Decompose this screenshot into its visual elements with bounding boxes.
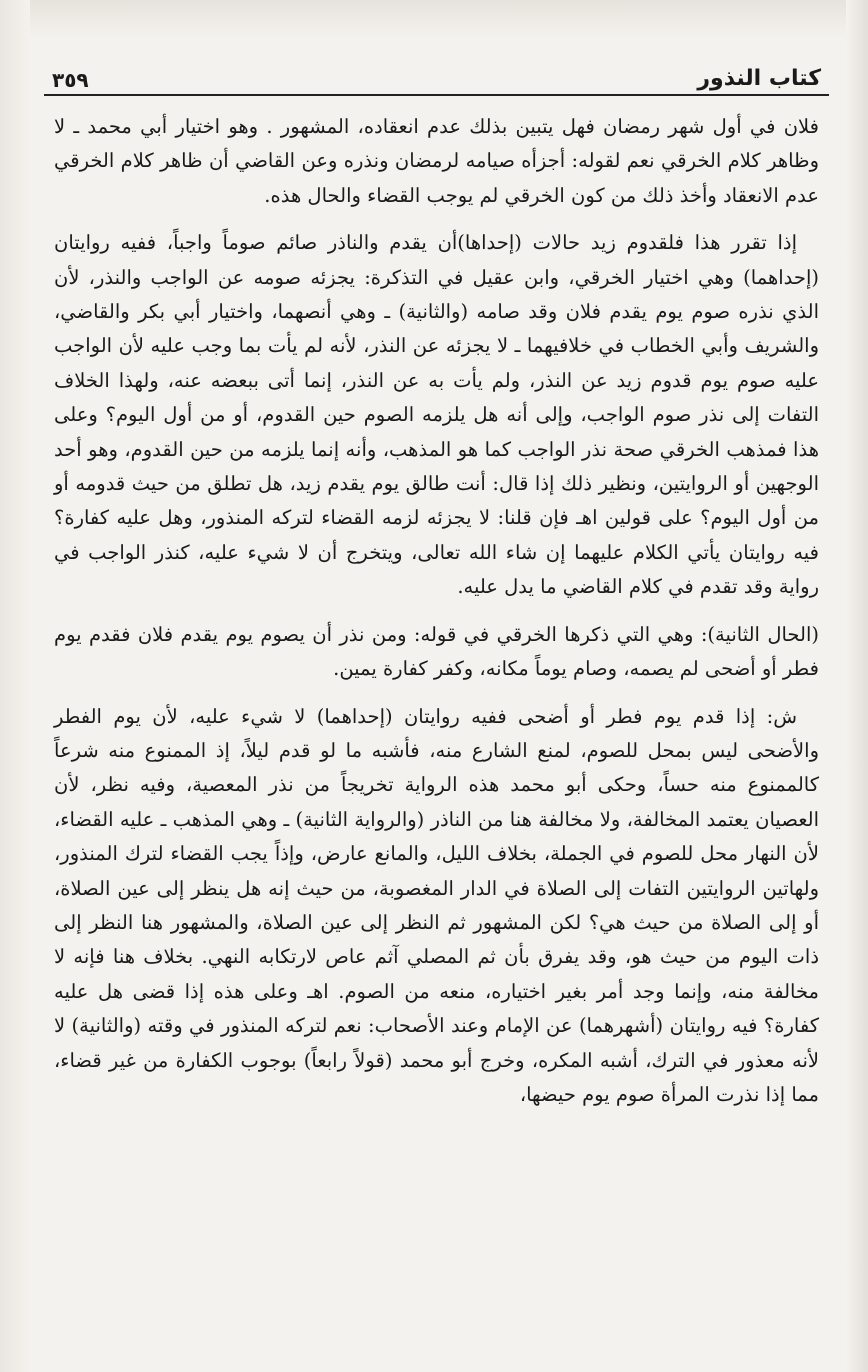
chapter-title: كتاب النذور [697, 66, 821, 91]
book-page [44, 60, 829, 1112]
paragraph-commentary: ش: إذا قدم يوم فطر أو أضحى ففيه روايتان (إحداهما) لا شيء عليه، لأن يوم الفطر والأضحى ليس بمحل للصوم، لمنع الشارع منه، فأشبه ما لو قدم ليلاً، إذ الممنوع منه شرعاً كالممنوع منه حساً، وحكى أبو محمد هذه الرواية تخريجاً من نذر المعصية، وفيه نظر، لأن العصيان يعتمد المخالفة، ولا مخالفة هنا من الناذر (والرواية الثانية) ـ وهي المذهب ـ عليه القضاء، لأن النهار محل للصوم في الجملة، بخلاف الليل، والمانع عارض، وإذاً يجب القضاء لترك المنذور، ولهاتين الروايتين التفات إلى الصلاة في الدار المغصوبة، من حيث إنه هل ينظر إلى عين الصلاة، أو إلى الصلاة من حيث هي؟ لكن المشهور ثم النظر إلى عين الصلاة، والمشهور هنا النظر إلى ذات اليوم من حيث هو، وقد يفرق بأن ثم المصلي آثم عاص لارتكابه النهي. بخلاف هنا فإنه لا مخالفة منه، وإنما وجد أمر بغير اختياره، منعه من الصوم. اهـ وعلى هذه إذا قضى هل عليه كفارة؟ فيه روايتان (أشهرهما) عن الإمام وعند الأصحاب: نعم لتركه المنذور في وقته (والثانية) لا لأنه معذور في الترك، أشبه المكره، وخرج أبو محمد (قولاً رابعاً) بوجوب الكفارة من غير قضاء، مما إذا نذرت المرأة صوم يوم حيضها، [54, 704, 819, 1106]
paragraph-first-state: إذا تقرر هذا فلقدوم زيد حالات (إحداها)أن يقدم والناذر صائم صوماً واجباً، ففيه روايتان (إحداهما) وهي اختيار الخرقي، وابن عقيل في التذكرة: يجزئه صومه عن الواجب والنذر، لأن الذي نذره صوم يوم يقدم فلان وقد صامه (والثانية) ـ وهي أنصهما، واختيار أبي بكر والقاضي، والشريف وأبي الخطاب في خلافيهما ـ لا يجزئه عن النذر، لأنه لم يأت بما وجب عليه لأن الواجب عليه صوم يوم قدوم زيد عن النذر، ولم يأت به عن النذر، إنما أتى ببعضه عنه، ولهذا الخلاف التفات إلى نذر صوم الواجب، وإلى أنه هل يلزمه الصوم حين القدوم، أو من أول اليوم؟ وعلى هذا فمذهب الخرقي صحة نذر الواجب كما هو المذهب، وأنه إنما يلزمه من حين القدوم، وهو أحد الوجهين أو الروايتين، ونظير ذلك إذا قال: أنت طالق يوم يقدم زيد، هل تطلق من حيث قدومه أو من أول اليوم؟ على قولين اهـ فإن قلنا: لا يجزئه لزمه القضاء لتركه المنذور، وهل عليه كفارة؟ فيه روايتان يأتي الكلام عليهما إن شاء الله تعالى، ويتخرج أن لا شيء عليه، كنذر الواجب في رواية وقد تقدم في كلام القاضي ما يدل عليه. [54, 231, 819, 599]
scan-edge-top [0, 0, 868, 38]
page-number: ٣٥٩ [52, 68, 89, 92]
body-text [44, 110, 829, 1112]
scan-edge-left [0, 0, 30, 1372]
scan-edge-right [846, 0, 868, 1372]
running-head [44, 60, 829, 96]
paragraph-second-state: (الحال الثانية): وهي التي ذكرها الخرقي في قوله: ومن نذر أن يصوم يوم يقدم فلان فقدم يوم فطر أو أضحى لم يصمه، وصام يوماً مكانه، وكفر كفارة يمين. [54, 622, 819, 681]
paragraph-continuation: فلان في أول شهر رمضان فهل يتبين بذلك عدم انعقاده، المشهور . وهو اختيار أبي محمد ـ لا وظاهر كلام الخرقي نعم لقوله: أجزأه صيامه لرمضان ونذره وعن القاضي أن ظاهر كلام الخرقي عدم الانعقاد وأخذ ذلك من كون الخرقي لم يوجب القضاء والحال هذه. [54, 115, 819, 207]
